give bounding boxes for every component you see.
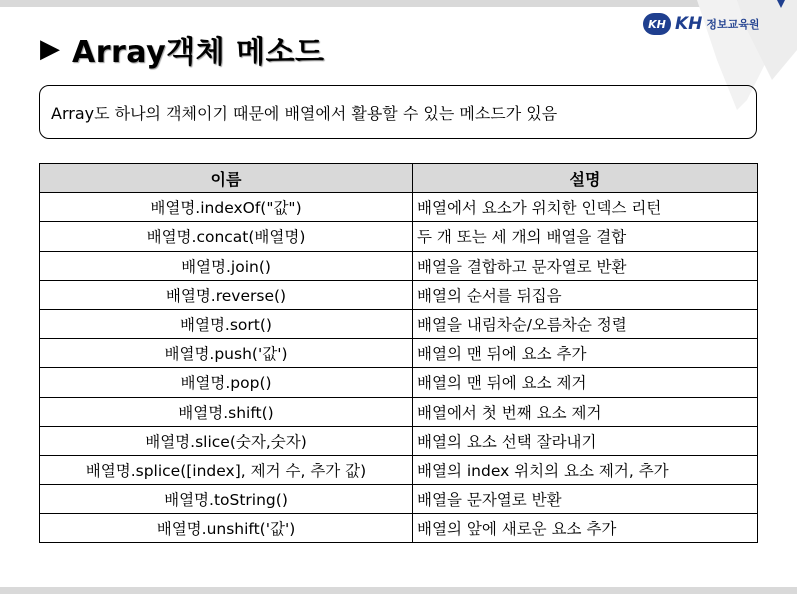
method-description-cell: 배열의 앞에 새로운 요소 추가: [413, 514, 758, 543]
summary-callout: [39, 85, 757, 139]
table-row: [40, 280, 758, 309]
column-header-name: 이름: [40, 164, 413, 193]
kh-logo-mark: KH: [643, 13, 671, 35]
table-row: [40, 339, 758, 368]
method-description-cell: 배열의 순서를 뒤집음: [413, 280, 758, 309]
slide-title: [40, 27, 325, 71]
method-name-cell: 배열명.sort(): [40, 309, 413, 338]
method-description-cell: 배열에서 요소가 위치한 인덱스 리턴: [413, 193, 758, 222]
table-row: [40, 397, 758, 426]
method-description-cell: 두 개 또는 세 개의 배열을 결합: [413, 222, 758, 251]
method-description-cell: 배열의 맨 뒤에 요소 추가: [413, 339, 758, 368]
method-name-cell: 배열명.splice([index], 제거 수, 추가 값): [40, 455, 413, 484]
method-description-cell: 배열을 내림차순/오름차순 정렬: [413, 309, 758, 338]
table-row: [40, 251, 758, 280]
array-methods-table: [39, 163, 758, 543]
method-name-cell: 배열명.concat(배열명): [40, 222, 413, 251]
method-description-cell: 배열을 결합하고 문자열로 반환: [413, 251, 758, 280]
table-row: [40, 455, 758, 484]
summary-callout-text: Array도 하나의 객체이기 때문에 배열에서 활용할 수 있는 메소드가 있음: [51, 103, 558, 123]
method-name-cell: 배열명.toString(): [40, 485, 413, 514]
method-name-cell: 배열명.reverse(): [40, 280, 413, 309]
slide-title-text: Array객체 메소드: [72, 35, 325, 70]
method-name-cell: 배열명.pop(): [40, 368, 413, 397]
table-row: [40, 309, 758, 338]
column-header-description: 설명: [413, 164, 758, 193]
method-description-cell: 배열의 index 위치의 요소 제거, 추가: [413, 455, 758, 484]
method-description-cell: 배열에서 첫 번째 요소 제거: [413, 397, 758, 426]
table-row: [40, 426, 758, 455]
kh-logo-institute: 정보교육원: [706, 18, 760, 31]
table-row: [40, 368, 758, 397]
method-name-cell: 배열명.push('값'): [40, 339, 413, 368]
triangle-bullet-icon: ▶: [40, 34, 60, 64]
table-row: [40, 485, 758, 514]
kh-logo-brand: KH: [675, 14, 703, 34]
bottom-frame-bar: [0, 587, 797, 594]
table-row: [40, 514, 758, 543]
method-name-cell: 배열명.indexOf("값"): [40, 193, 413, 222]
method-description-cell: 배열의 요소 선택 잘라내기: [413, 426, 758, 455]
table-header-row: [40, 164, 758, 193]
method-description-cell: 배열의 맨 뒤에 요소 제거: [413, 368, 758, 397]
method-name-cell: 배열명.slice(숫자,숫자): [40, 426, 413, 455]
table-row: [40, 193, 758, 222]
method-name-cell: 배열명.unshift('값'): [40, 514, 413, 543]
table-row: [40, 222, 758, 251]
method-name-cell: 배열명.shift(): [40, 397, 413, 426]
kh-logo: [643, 10, 760, 38]
method-name-cell: 배열명.join(): [40, 251, 413, 280]
method-description-cell: 배열을 문자열로 반환: [413, 485, 758, 514]
